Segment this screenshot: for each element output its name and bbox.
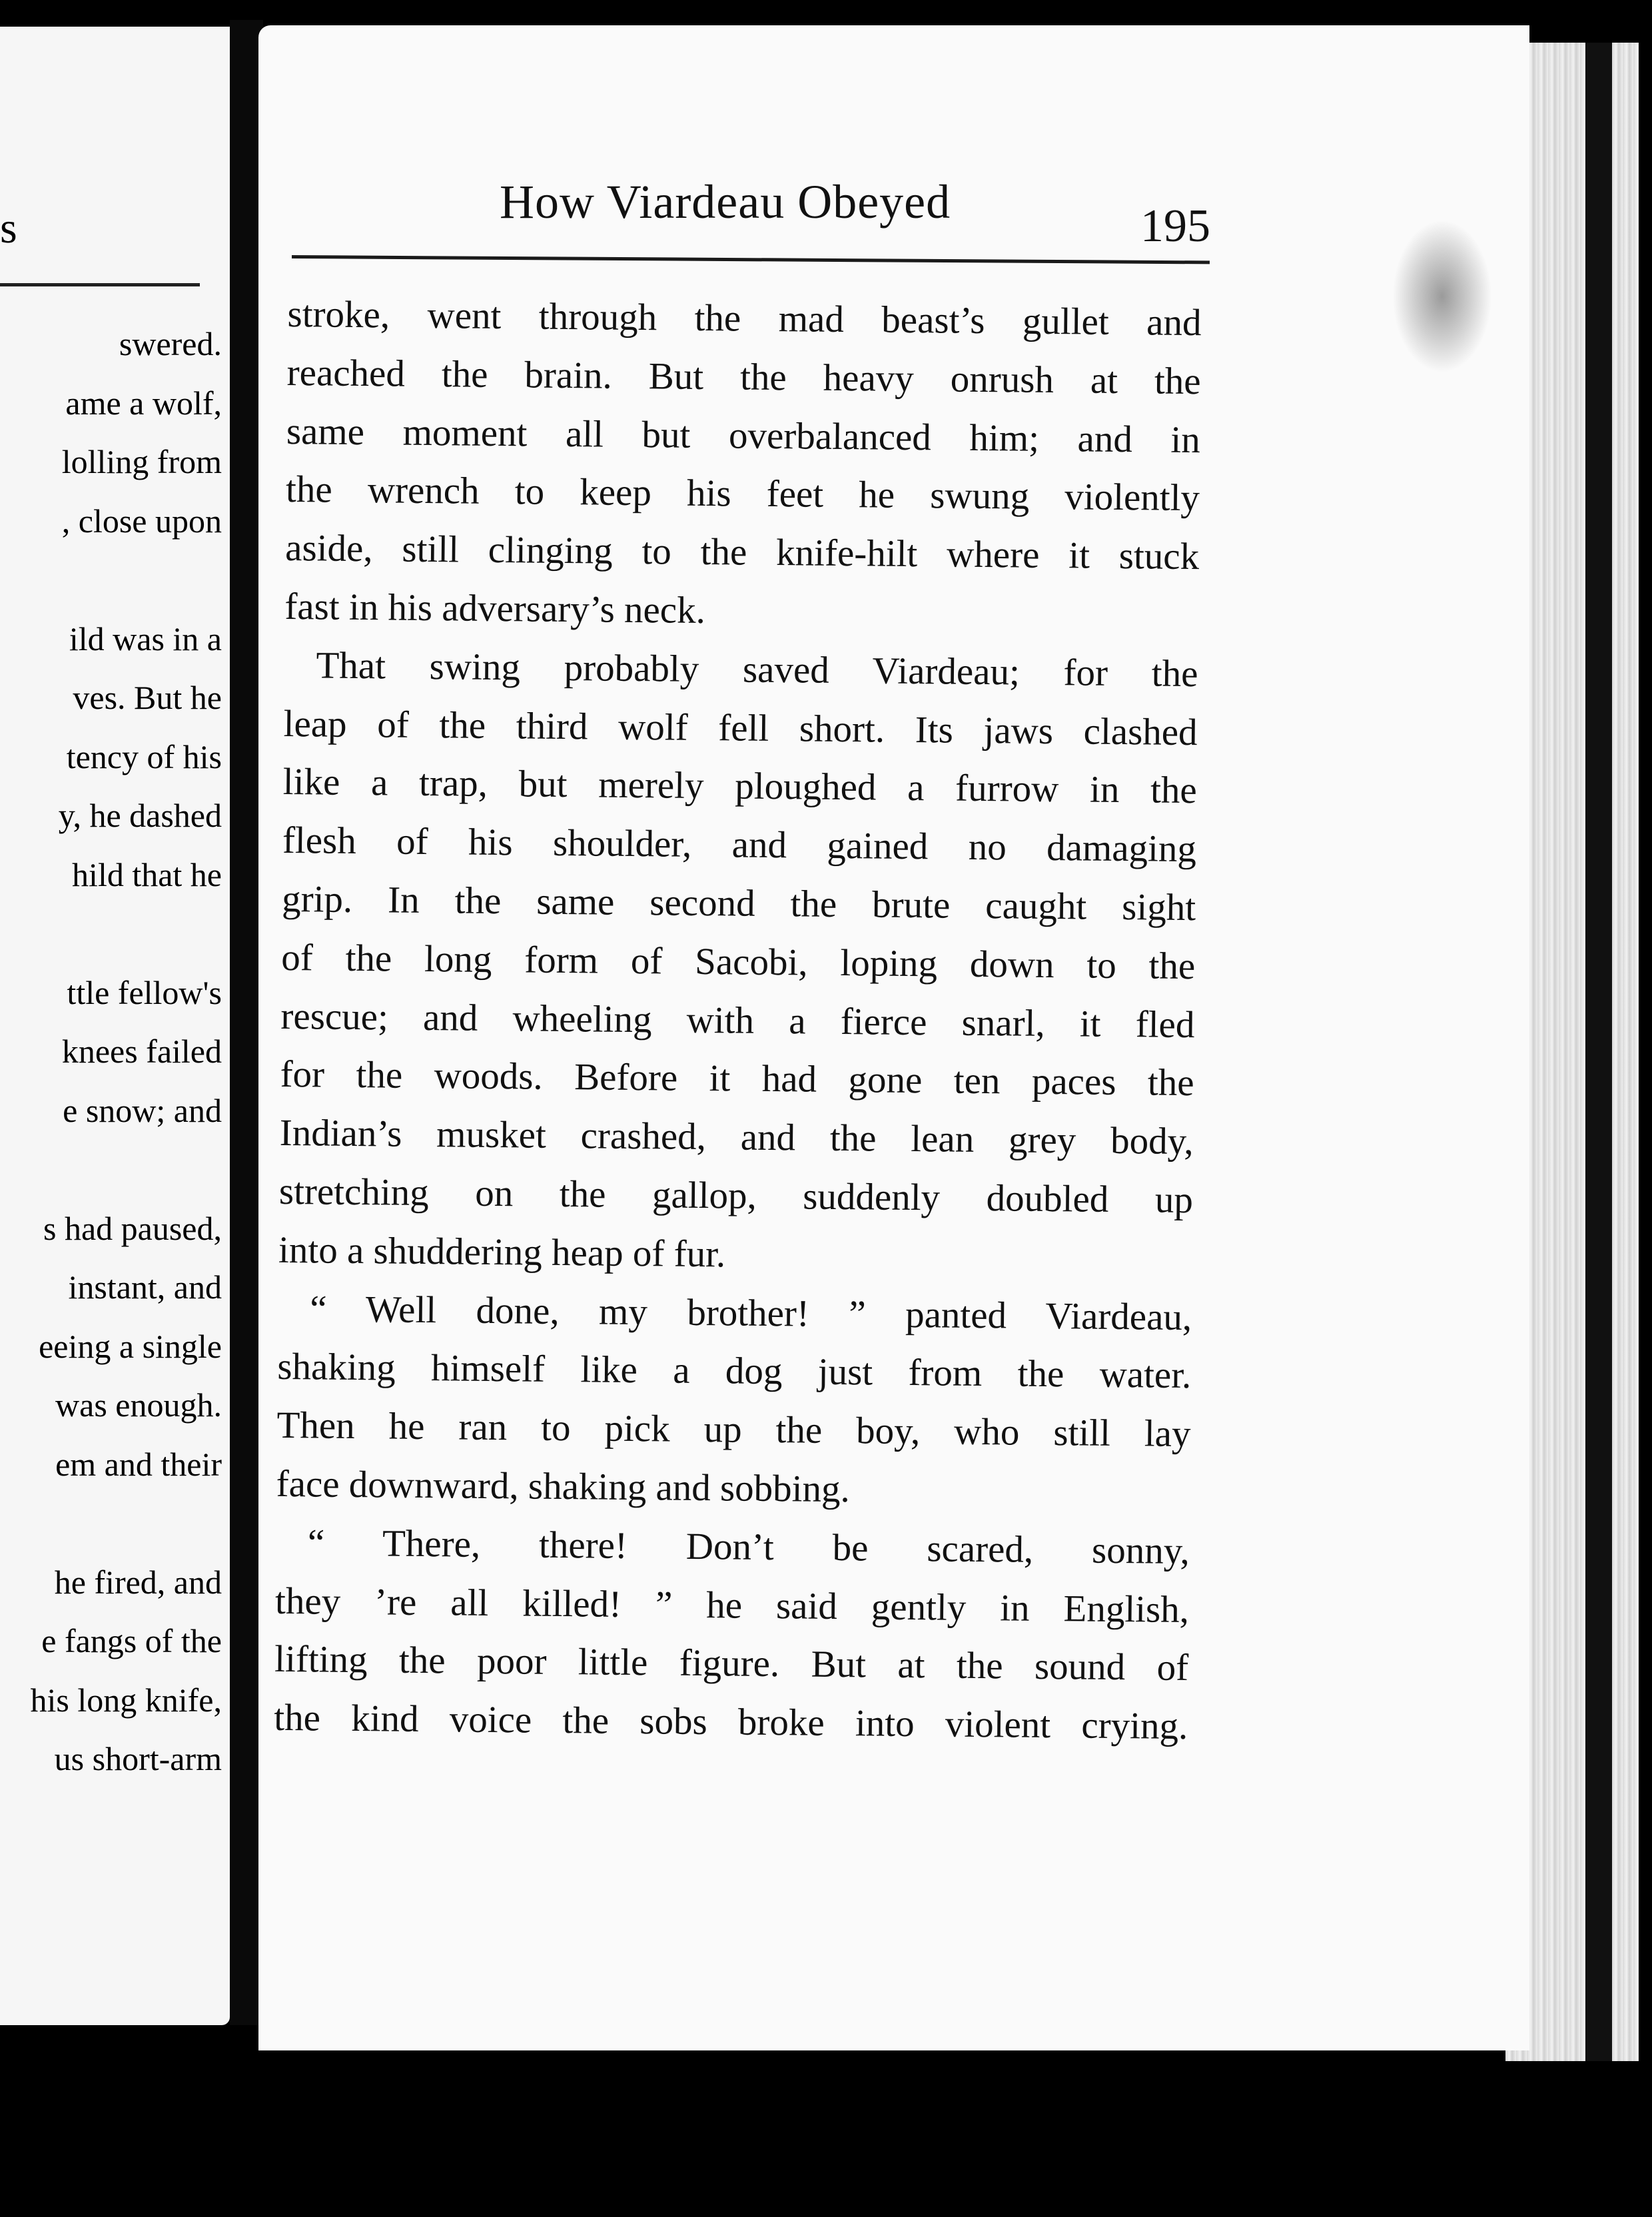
left-page-line: em and their bbox=[55, 1445, 222, 1483]
left-page-line bbox=[0, 1494, 222, 1553]
left-page-line: his long knife, bbox=[30, 1681, 222, 1719]
left-page-line: s had paused, bbox=[43, 1209, 222, 1247]
cover-edge bbox=[1585, 43, 1612, 2061]
left-page-rule bbox=[0, 283, 200, 286]
left-page-line: knees failed bbox=[61, 1033, 222, 1070]
text-line: they ’re all killed! ” he said gently in English, bbox=[274, 1579, 1190, 1631]
left-page-line: eeing a single bbox=[39, 1327, 222, 1365]
left-page-line bbox=[0, 550, 222, 610]
text-line: face downward, shaking and sobbing. bbox=[276, 1462, 851, 1511]
text-line: reached the brain. But the heavy onrush at the bbox=[286, 351, 1201, 402]
running-head: How Viardeau Obeyed bbox=[500, 175, 951, 228]
left-page-line: ves. But he bbox=[73, 679, 222, 716]
text-line: “ There, there! Don’t be scared, sonny, bbox=[307, 1522, 1190, 1572]
left-page-line: ild was in a bbox=[69, 620, 222, 658]
text-line: fast in his adversary’s neck. bbox=[284, 585, 706, 632]
text-line: grip. In the same second the brute caught sight bbox=[281, 877, 1196, 929]
left-page-line: hild that he bbox=[72, 855, 222, 893]
left-page bbox=[0, 27, 230, 2025]
text-line: shaking himself like a dog just from the water. bbox=[277, 1346, 1192, 1397]
text-line: leap of the third wolf fell short. Its jaws clashed bbox=[283, 702, 1198, 753]
text-line: Indian’s musket crashed, and the lean grey body, bbox=[279, 1112, 1194, 1163]
text-line: Then he ran to pick up the boy, who still lay bbox=[276, 1404, 1191, 1456]
text-line: stretching on the gallop, suddenly doubled up bbox=[278, 1170, 1194, 1222]
left-page-line: e snow; and bbox=[63, 1091, 222, 1129]
left-page-line: instant, and bbox=[68, 1268, 222, 1306]
left-page-line: us short-arm bbox=[54, 1740, 222, 1777]
text-line: That swing probably saved Viardeau; for the bbox=[316, 644, 1198, 695]
left-page-line: was enough. bbox=[55, 1386, 222, 1424]
text-line: aside, still clinging to the knife-hilt where it stuck bbox=[284, 527, 1200, 578]
text-line: same moment all but overbalanced him; and in bbox=[286, 410, 1201, 461]
left-page-line: lolling from bbox=[61, 443, 222, 480]
text-line: for the woods. Before it had gone ten paces the bbox=[280, 1053, 1194, 1105]
text-line: stroke, went through the mad beast’s gullet and bbox=[287, 292, 1202, 344]
text-line: rescue; and wheeling with a fierce snarl, it fled bbox=[280, 995, 1195, 1046]
body-text bbox=[274, 285, 1202, 1756]
left-page-line: tency of his bbox=[66, 737, 222, 775]
left-page-line: , close upon bbox=[61, 502, 222, 540]
ink-smudge bbox=[1392, 220, 1492, 373]
left-page-line bbox=[0, 1140, 222, 1199]
text-line: like a trap, but merely ploughed a furrow in the bbox=[282, 761, 1198, 812]
left-page-line: e fangs of the bbox=[41, 1622, 222, 1659]
page-number: 195 bbox=[1140, 201, 1210, 252]
text-line: the kind voice the sobs broke into violent crying. bbox=[274, 1697, 1188, 1748]
text-line: lifting the poor little figure. But at the sound of bbox=[274, 1638, 1189, 1689]
left-page-line: y, he dashed bbox=[58, 797, 222, 834]
left-page-line: ttle fellow's bbox=[67, 973, 222, 1011]
text-line: of the long form of Sacobi, loping down to the bbox=[281, 936, 1196, 987]
left-page-running-head: s bbox=[0, 204, 19, 252]
left-page-line: he fired, and bbox=[54, 1563, 222, 1601]
left-page-line: ame a wolf, bbox=[65, 384, 222, 422]
left-page-line: swered. bbox=[119, 325, 222, 362]
text-line: “ Well done, my brother! ” panted Viardeau, bbox=[309, 1287, 1192, 1338]
text-line: the wrench to keep his feet he swung violently bbox=[285, 468, 1200, 520]
left-page-line bbox=[0, 904, 222, 963]
text-line: flesh of his shoulder, and gained no damaging bbox=[282, 819, 1197, 871]
left-page-text bbox=[0, 314, 222, 1789]
text-line: into a shuddering heap of fur. bbox=[278, 1228, 726, 1276]
